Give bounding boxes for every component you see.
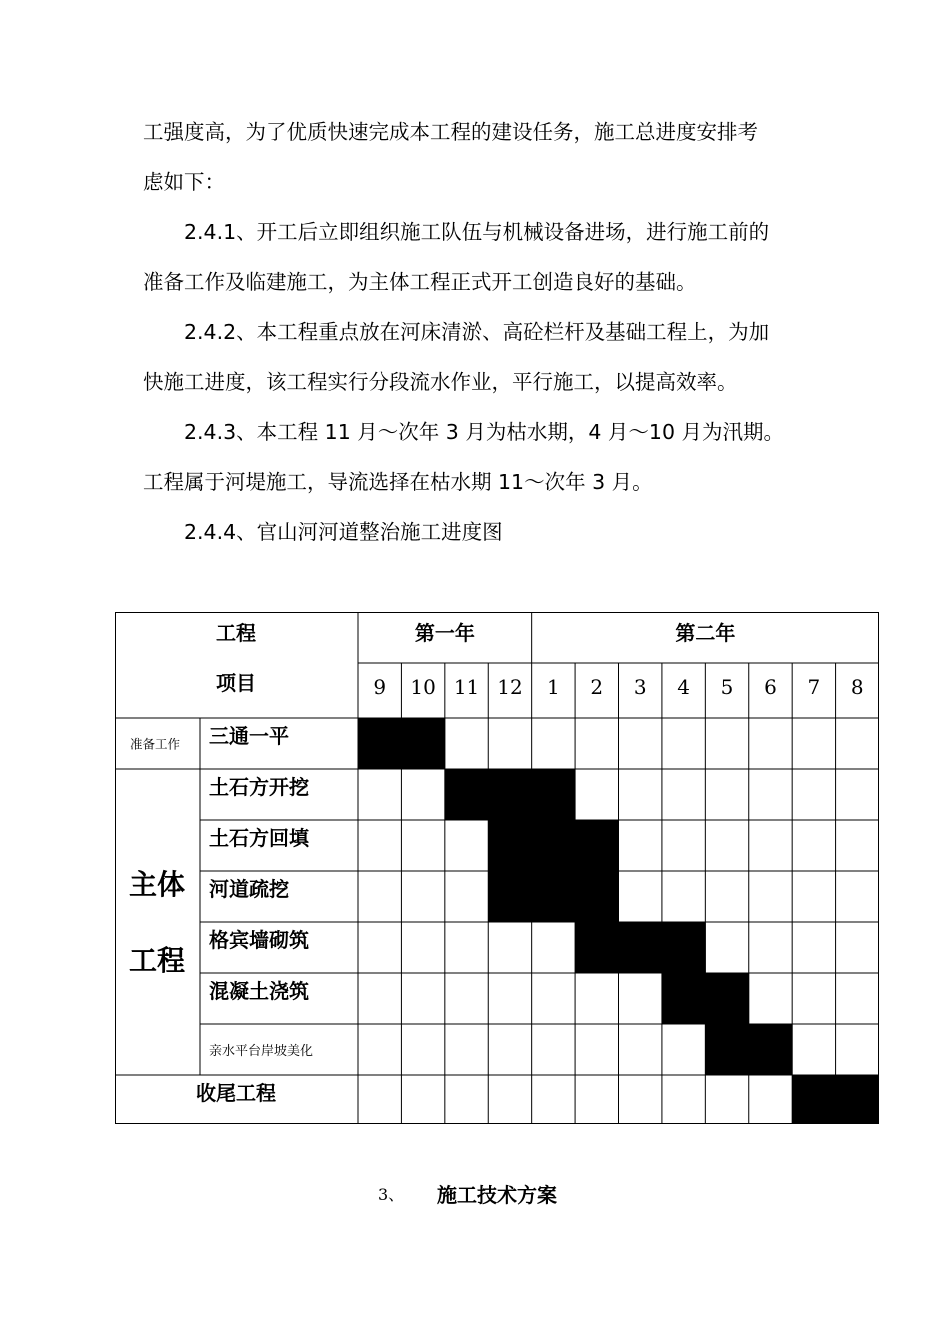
task-label: 河道疏挖 — [209, 877, 289, 901]
paragraph-line-2: 虑如下： — [143, 170, 225, 194]
task-label: 亲水平台岸坡美化 — [209, 1044, 314, 1059]
month-label: 11 — [453, 675, 480, 699]
paragraph-line-7: 2.4.3、本工程 11 月～次年 3 月为枯水期，4 月～10 月为汛期。 — [184, 420, 785, 444]
month-label: 7 — [807, 675, 821, 699]
month-label: 10 — [410, 675, 436, 699]
task-label: 收尾工程 — [196, 1081, 276, 1105]
group-label: 准备工作 — [129, 736, 181, 752]
month-label: 8 — [850, 675, 864, 699]
month-label: 12 — [497, 675, 523, 699]
progress-cell-filled — [662, 922, 706, 973]
progress-cell-filled — [445, 769, 489, 820]
progress-cell-filled — [705, 1024, 749, 1075]
progress-cell-filled — [488, 871, 532, 922]
progress-cell-filled — [575, 820, 619, 871]
progress-cell-filled — [749, 1024, 793, 1075]
progress-cell-filled — [792, 1075, 836, 1124]
progress-cell-filled — [532, 820, 576, 871]
month-label: 3 — [633, 675, 647, 699]
section-number: 3、 — [378, 1185, 405, 1204]
task-label: 三通一平 — [209, 724, 289, 748]
paragraph-line-6: 快施工进度，该工程实行分段流水作业，平行施工，以提高效率。 — [143, 370, 738, 394]
month-label: 1 — [547, 675, 560, 699]
month-label: 4 — [677, 675, 690, 699]
progress-cell-filled — [662, 973, 706, 1024]
task-label: 混凝土浇筑 — [209, 979, 309, 1003]
progress-cell-filled — [705, 973, 749, 1024]
paragraph-line-3: 2.4.1、开工后立即组织施工队伍与机械设备进场，进行施工前的 — [184, 220, 770, 244]
month-label: 6 — [764, 675, 777, 699]
month-label: 5 — [720, 675, 734, 699]
header-project-label: 工程 — [216, 621, 256, 645]
paragraph-line-9: 2.4.4、官山河河道整治施工进度图 — [184, 520, 503, 544]
task-label: 格宾墙砌筑 — [209, 928, 309, 952]
progress-cell-filled — [575, 922, 619, 973]
group-label: 工程 — [128, 944, 186, 977]
progress-cell-filled — [532, 769, 576, 820]
progress-cell-filled — [358, 718, 402, 769]
month-label: 9 — [373, 675, 387, 699]
progress-cell-filled — [488, 769, 532, 820]
task-label: 土石方开挖 — [209, 775, 309, 799]
month-label: 2 — [590, 675, 604, 699]
group-label: 主体 — [128, 868, 186, 901]
task-label: 土石方回填 — [209, 826, 309, 850]
year-label: 第一年 — [414, 621, 475, 645]
section-title: 施工技术方案 — [437, 1183, 557, 1207]
paragraph-line-1: 工强度高，为了优质快速完成本工程的建设任务，施工总进度安排考 — [143, 120, 758, 144]
progress-cell-filled — [836, 1075, 879, 1124]
paragraph-line-8: 工程属于河堤施工，导流选择在枯水期 11～次年 3 月。 — [143, 470, 653, 494]
year-label: 第二年 — [675, 621, 736, 645]
construction-schedule-table — [115, 612, 879, 1124]
progress-cell-filled — [488, 820, 532, 871]
progress-cell-filled — [401, 718, 445, 769]
progress-cell-filled — [619, 922, 663, 973]
header-item-label: 项目 — [216, 671, 256, 695]
progress-cell-filled — [575, 871, 619, 922]
paragraph-line-4: 准备工作及临建施工，为主体工程正式开工创造良好的基础。 — [143, 270, 697, 294]
progress-cell-filled — [532, 871, 576, 922]
paragraph-line-5: 2.4.2、本工程重点放在河床清淤、高砼栏杆及基础工程上，为加 — [184, 320, 770, 344]
